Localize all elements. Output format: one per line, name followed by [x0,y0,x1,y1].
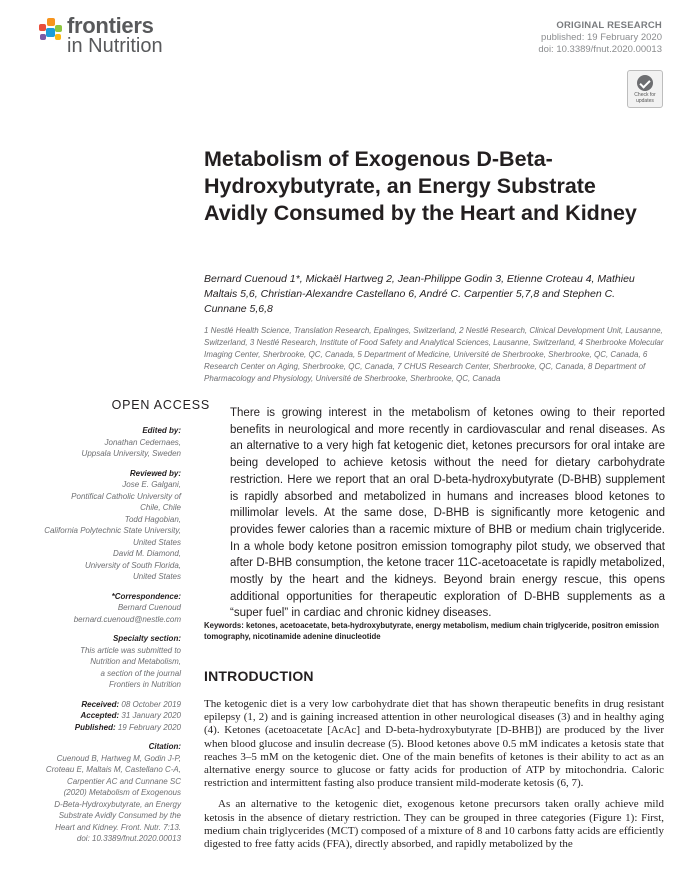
reviewed-by-value: Jose E. Galgani, Pontifical Catholic University of Chile, Chile Todd Hagobian, California Polytechnic State University, United States David M. Diamond, University of South Florida, United States [44,480,181,581]
logo-word-frontiers: frontiers [67,13,154,38]
received-label: Received: [81,699,120,709]
correspondence-label: *Correspondence: [111,591,181,601]
received-row [20,699,181,711]
introduction-body [204,698,664,851]
abstract: There is growing interest in the metabolism of ketones owing to their reported benefits in neurological and more recently in cardiovascular and renal diseases. As an alternative to a very high fat ketogenic diet, ketones precursors for oral intake are being developed to achieve ketosis without the need for dietary carbohydrate restriction. Here we report that an oral D-beta-hydroxybutyrate (D-BHB) supplement is rapidly absorbed and metabolized in humans and increases blood ketones to millimolar levels. At the same dose, D-BHB is significantly more ketogenic and provides fewer calories than a racemic mixture of BHB or medium chain triglyceride. In a whole body ketone positron emission tomography pilot study, we observed that after D-BHB consumption, the ketone tracer 11C-acetoacetate is rapidly metabolized, mostly by the heart and the kidneys. Beyond brain energy rescue, this opens additional opportunities for therapeutic exploration of D-BHB supplements as a “super fuel” in cardiac and chronic kidney diseases. [230,407,665,620]
published-date: published: 19 February 2020 [541,32,662,43]
article-sidebar [20,425,181,845]
edited-by-value: Jonathan Cedernaes, Uppsala University, Sweden [81,437,181,458]
edited-by-label: Edited by: [142,426,181,435]
journal-logo[interactable] [38,13,178,57]
specialty-value: This article was submitted to Nutrition and Metabolism, a section of the journal Frontiers in Nutrition [80,645,181,689]
intro-paragraph-1: The ketogenic diet is a very low carbohydrate diet that has shown therapeutic benefits in drug resistant epilepsy (1, 2) and is gaining increased attention in other neurological diseases (3) and in healthy aging (4). Ketones (acetoacetate [AcAc] and D-beta-hydroxybutyrate [D-BHB]) are produced by the liver when blood glucose and insulin decrease (5). Blood ketones above 0.5 mM indicates a ketosis state that reaches 3–5 mM on the ketogenic diet. One of the main benefits of ketones is their ability to act as an alternative energy source to glucose or fatty acids for production of ATP by mitochondria. Caloric restriction and intermittent fasting also produce transient mild-moderate ketosis (6, 7). [204,698,664,790]
author-list: Bernard Cuenoud 1*, Mickaël Hartweg 2, Jean-Philippe Godin 3, Etienne Croteau 4, Mathieu Maltais 5,6, Christian-Alexandre Castellano 6, André C. Carpentier 5,7,8 and Stephen C. Cunnane 5,6,8 [204,273,635,315]
citation-label: Citation: [148,742,181,751]
check-updates-label-2: updates [636,98,654,104]
specialty-label: Specialty section: [112,634,181,643]
intro-paragraph-2: As an alternative to the ketogenic diet, exogenous ketone precursors taken orally achieve mild ketosis in the absence of dietary restriction. They can be grouped in three categories (Figure 1): First, medium chain triglycerides (MCT) composed of a mixture of 8 and 10 carbons fatty acids are efficiently digested to free fatty acids (FFA), directly absorbed, and rapidly metabolized by the [204,798,664,851]
check-updates-icon [637,75,653,91]
published-date-side: 19 February 2020 [115,722,181,732]
published-row [20,722,181,734]
reviewed-by-label: Reviewed by: [129,468,181,478]
citation-value: Cuenoud B, Hartweg M, Godin J-P, Croteau E, Maltais M, Castellano C-A, Carpentier AC and Cunnane SC (2020) Metabolism of Exogenous D-Beta-Hydroxybutyrate, an Energy Substrate Avidly Consumed by the Heart and Kidney. Front. Nutr. 7:13. doi: 10.3389/fnut.2020.00013 [45,753,181,843]
accepted-date: 31 January 2020 [119,711,181,720]
article-header-meta [538,20,662,56]
received-date: 08 October 2019 [119,699,181,709]
logo-word-journal: in Nutrition [67,35,163,57]
accepted-row [20,710,181,722]
accepted-label: Accepted: [80,711,120,720]
published-label: Published: [74,722,116,732]
check-updates-label-1: Check for [634,92,656,98]
article-title: Metabolism of Exogenous D-Beta-Hydroxybutyrate, an Energy Substrate Avidly Consumed by the Heart and Kidney [204,147,637,225]
article-type: ORIGINAL RESEARCH [556,20,662,31]
check-for-updates-button[interactable] [627,70,663,108]
doi-link[interactable]: doi: 10.3389/fnut.2020.00013 [538,44,662,55]
affiliations: 1 Nestlé Health Science, Translation Research, Epalinges, Switzerland, 2 Nestlé Research, Clinical Development Unit, Lausanne, Switzerland, 3 Nestlé Research, Institute of Food Safety and Analytical Sciences, Lausanne, Switzerland, 4 Sherbrooke Molecular Imaging Center, Sherbrooke, QC, Canada, 5 Department of Medicine, Université de Sherbrooke, Sherbrooke, QC, Canada, 6 Research Center on Aging, Sherbrooke, QC, Canada, 7 CHUS Research Center, Sherbrooke, QC, Canada, 8 Department of Pharmacology and Physiology, Université de Sherbrooke, Sherbrooke, QC, Canada [204,326,664,383]
keywords: Keywords: ketones, acetoacetate, beta-hydroxybutyrate, energy metabolism, medium chain triglyceride, positron emission tomography, nicotinamide adenine dinucleotide [204,621,659,641]
section-heading-introduction: INTRODUCTION [204,668,314,684]
correspondence-value[interactable]: Bernard Cuenoud bernard.cuenoud@nestle.com [73,603,181,624]
frontiers-logo-icon [38,18,64,44]
open-access-label: OPEN ACCESS [111,398,210,412]
